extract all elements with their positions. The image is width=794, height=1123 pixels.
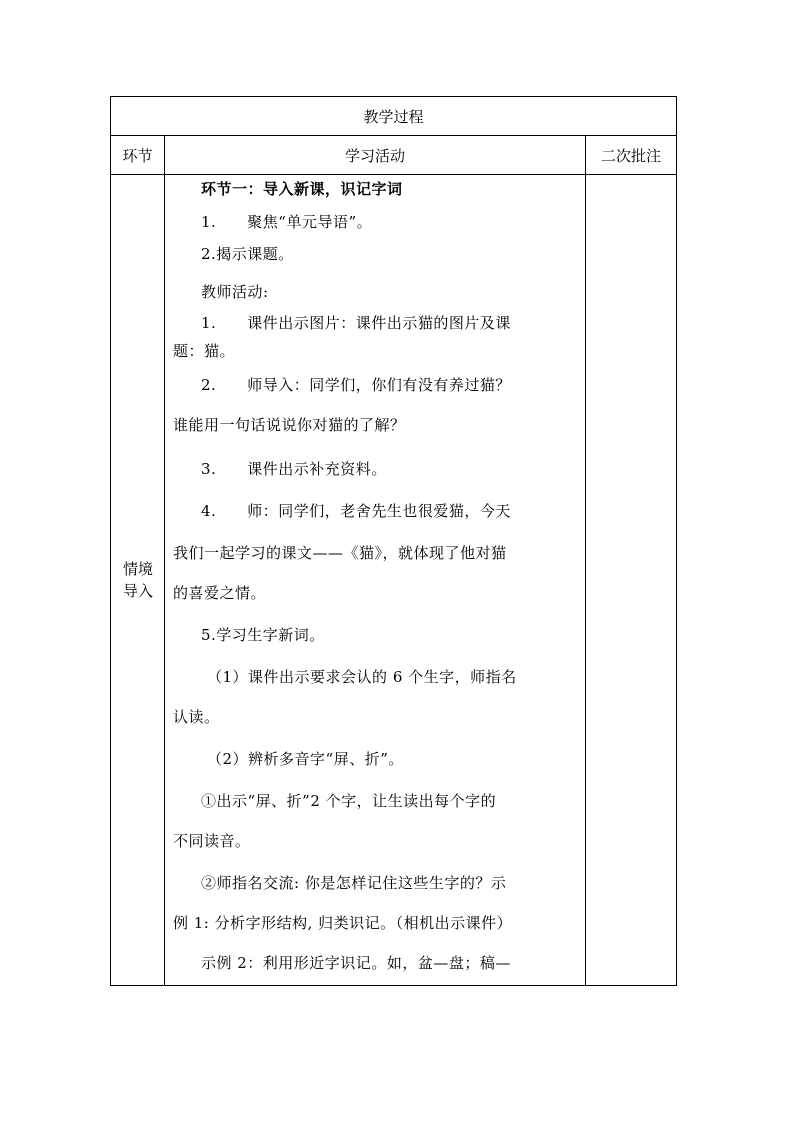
list-item: 1. 聚焦“单元导语”。 <box>201 213 373 231</box>
section-heading: 环节一：导入新课，识记字词 <box>201 180 403 198</box>
table-title: 教学过程 <box>363 107 424 126</box>
stage-label <box>111 175 165 985</box>
activity-cell <box>165 175 586 985</box>
table-header-row <box>111 136 676 175</box>
list-item: 1. 课件出示图片：课件出示猫的图片及课 <box>201 314 511 332</box>
list-item: ②师指名交流: 你是怎样记住这些生字的？示 <box>201 874 507 892</box>
list-item: 不同读音。 <box>173 832 251 850</box>
list-item: 4. 师：同学们，老舍先生也很爱猫，今天 <box>201 502 511 520</box>
stage-label-line1: 情境 <box>122 560 153 578</box>
list-item: 认读。 <box>173 708 220 726</box>
list-item: 2.揭示课题。 <box>201 245 294 263</box>
list-item: （1）课件出示要求会认的 6 个生字，师指名 <box>207 668 517 686</box>
stage-cell <box>111 175 165 985</box>
table-title-row <box>111 97 676 136</box>
list-item: 谁能用一句话说说你对猫的了解？ <box>173 416 406 434</box>
list-item: 2. 师导入：同学们，你们有没有养过猫？ <box>201 376 511 394</box>
list-item: 我们一起学习的课文——《猫》，就体现了他对猫 <box>173 544 507 562</box>
list-item: 题：猫。 <box>173 342 236 360</box>
header-stage <box>111 136 165 174</box>
list-item: 3. 课件出示补充资料。 <box>201 460 387 478</box>
table-body-row <box>111 175 676 985</box>
notes-cell <box>586 175 676 985</box>
list-item: （2）辨析多音字“屏、折”。 <box>207 750 404 768</box>
header-activity-label: 学习活动 <box>344 146 405 165</box>
list-item: ①出示“屏、折”2 个字，让生读出每个字的 <box>201 792 497 810</box>
stage-label-line2: 导入 <box>122 582 153 600</box>
header-notes-label: 二次批注 <box>600 146 661 165</box>
list-item: 示例 2：利用形近字识记。如，盆—盘；稿— <box>201 954 511 972</box>
list-item: 5.学习生字新词。 <box>201 626 325 644</box>
list-item: 例 1: 分析字形结构, 归类识记。（相机出示课件） <box>173 914 513 932</box>
teaching-process-table <box>110 96 677 986</box>
header-notes <box>586 136 676 174</box>
list-item: 教师活动: <box>201 283 269 301</box>
list-item: 的喜爱之情。 <box>173 584 267 602</box>
header-activity <box>165 136 586 174</box>
header-stage-label: 环节 <box>122 146 153 165</box>
